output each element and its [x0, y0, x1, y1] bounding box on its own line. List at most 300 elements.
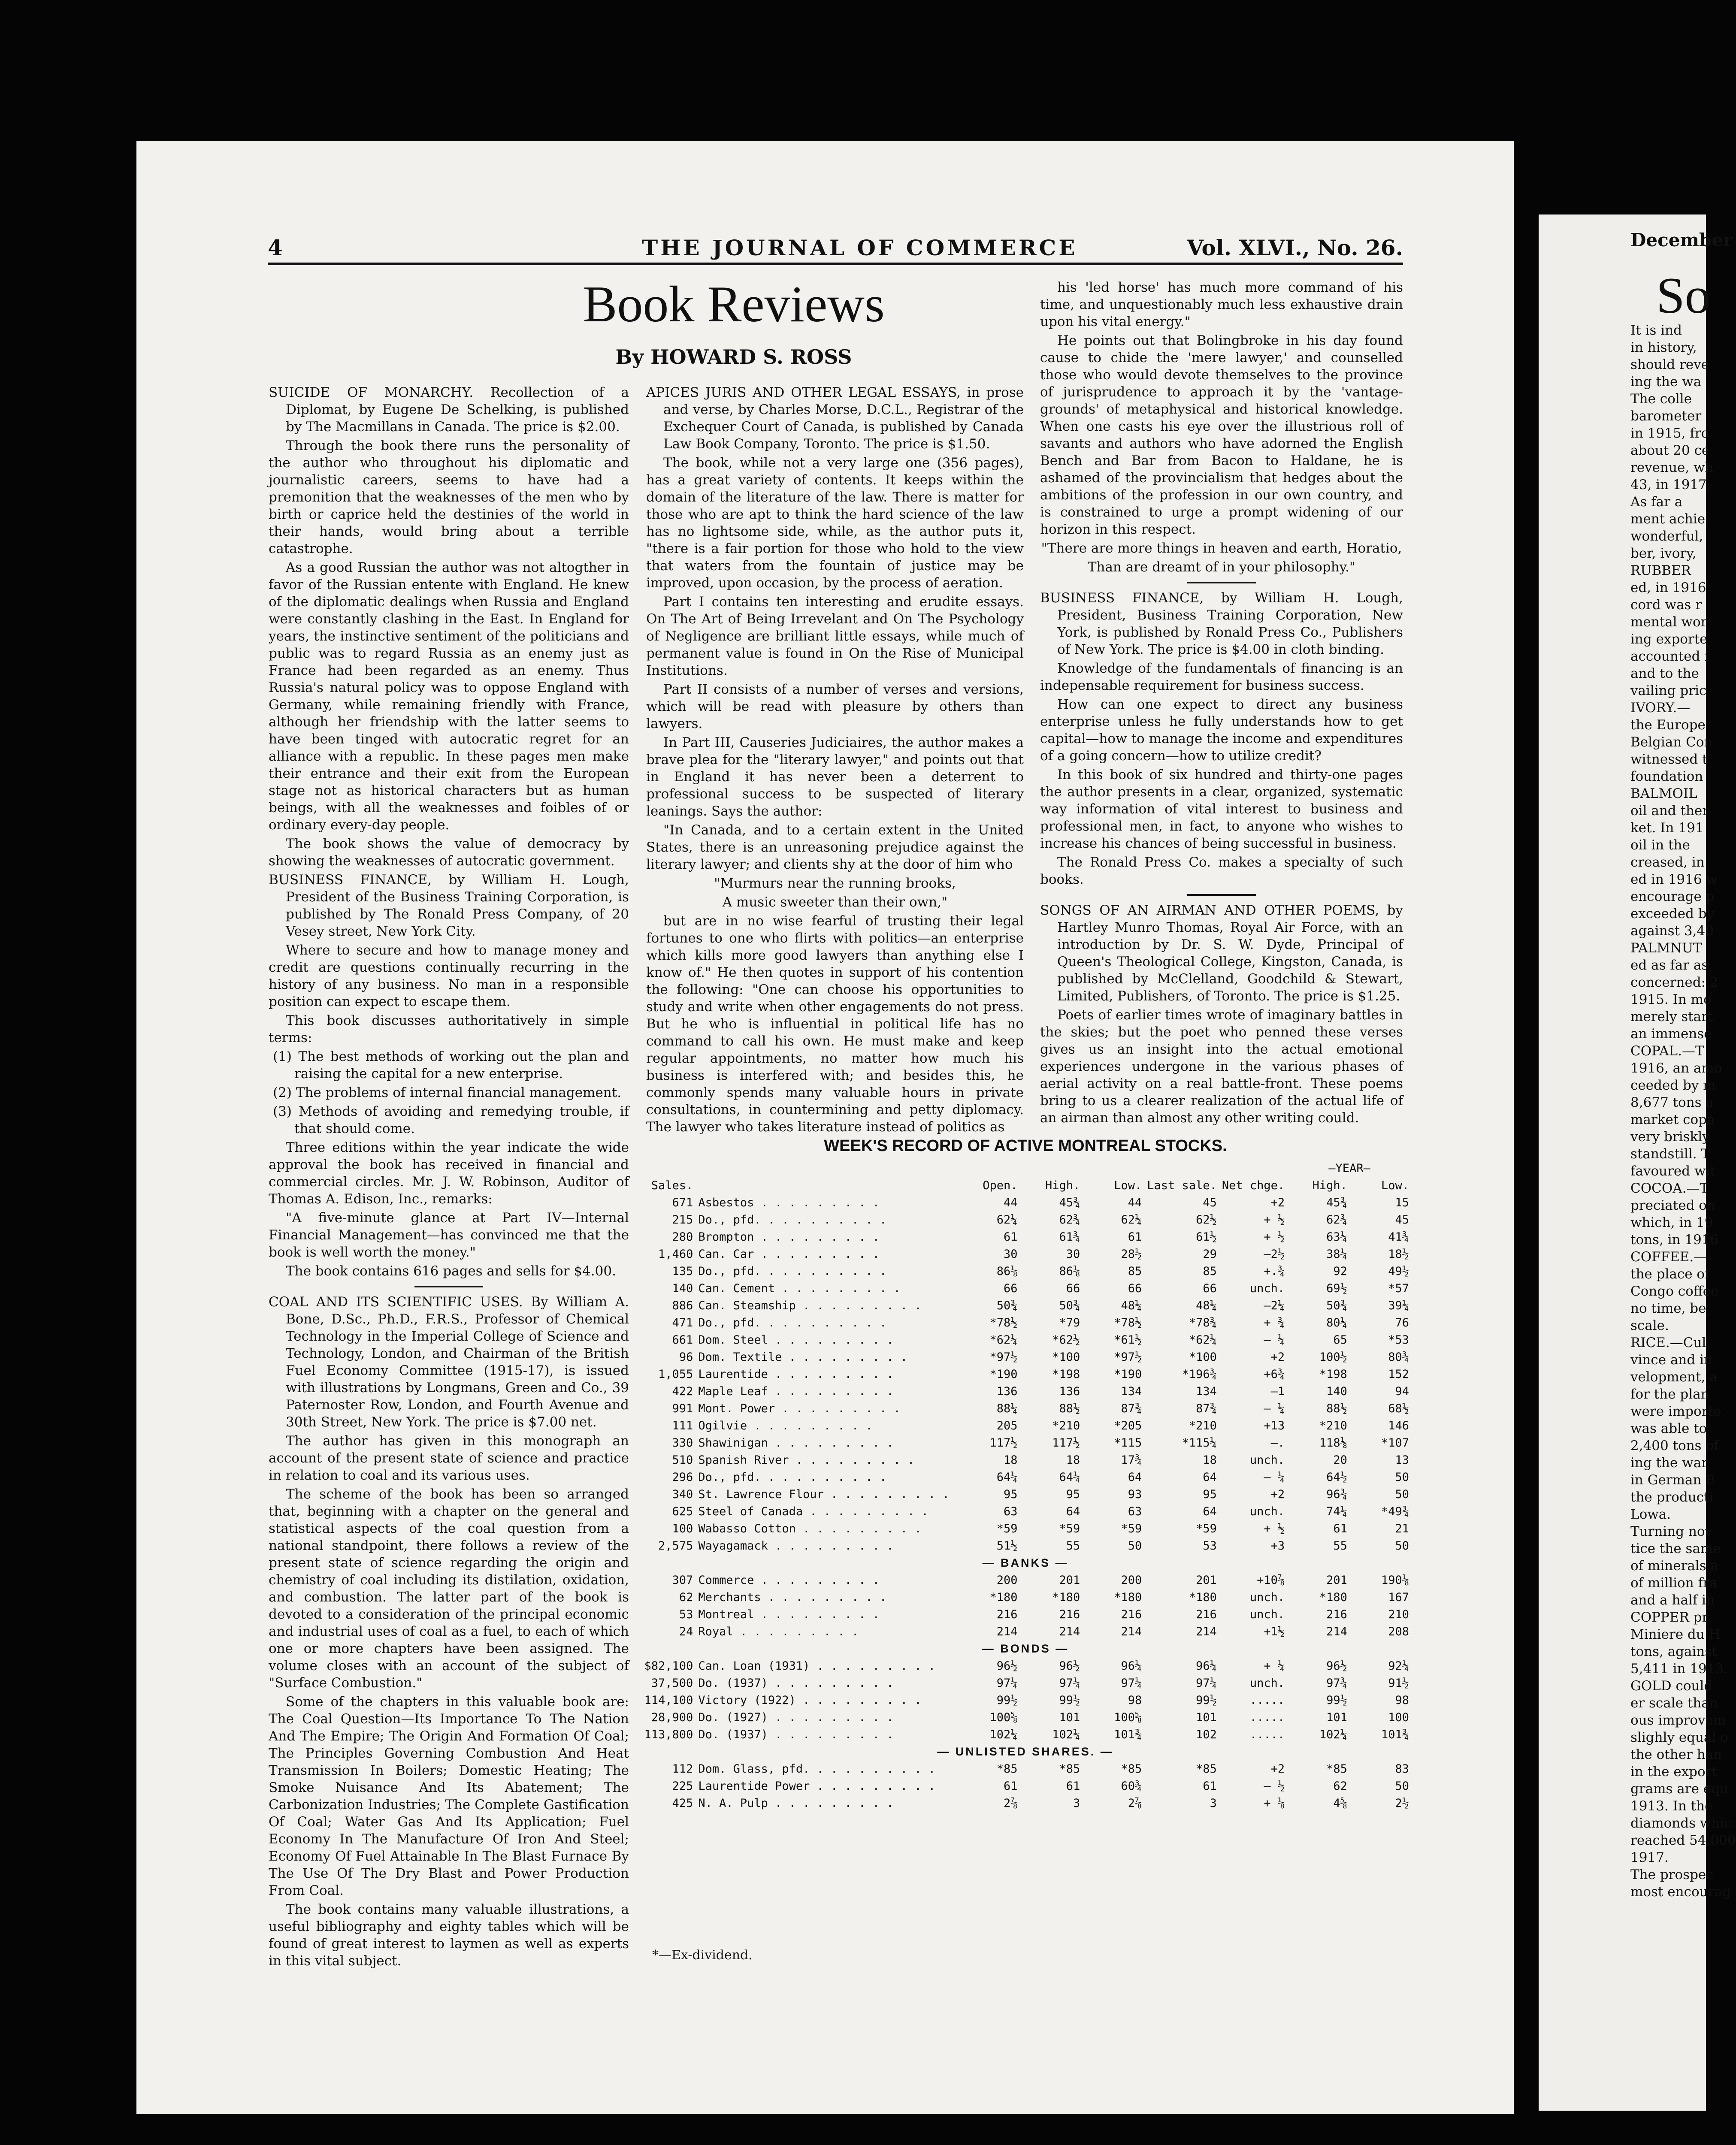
- text-line: creased, in: [1630, 855, 1705, 870]
- text-line: in 1915, fro: [1630, 426, 1709, 441]
- table-cell: unch.: [1249, 1505, 1285, 1518]
- journal-title: THE JOURNAL OF COMMERCE: [642, 235, 1078, 260]
- paragraph: Three editions within the year indicate the wide approval the book has received in financial and commercial circles. Mr. J. W. Robinson, Auditor of Thomas A. Edison, Inc., remarks:: [269, 1140, 629, 1207]
- table-cell: .....: [1249, 1728, 1285, 1741]
- text-line: for the plan: [1630, 1387, 1709, 1402]
- text-line: the Europe: [1630, 717, 1706, 733]
- table-cell: 80¾: [1388, 1350, 1409, 1364]
- text-line: 8,677 tons a: [1630, 1095, 1714, 1110]
- stock-name: Do. (1937) . . . . . . . . .: [698, 1728, 894, 1741]
- text-line: against 3,40: [1630, 923, 1714, 939]
- table-cell: 62¼: [996, 1213, 1018, 1227]
- table-cell: 91½: [1388, 1676, 1409, 1690]
- table-cell: *59: [1196, 1522, 1217, 1535]
- table-cell: 510: [672, 1453, 693, 1467]
- text-line: grams are equ: [1630, 1781, 1728, 1797]
- review-heading: SUICIDE OF MONARCHY. Recollection of a Diplomat, by Eugene De Schelking, is published by The Macmillans in Canada. The price is $2.00.: [269, 385, 629, 435]
- stock-name: Wabasso Cotton . . . . . . . . .: [698, 1522, 922, 1535]
- table-cell: 53: [679, 1607, 693, 1621]
- table-cell: 38¼: [1326, 1247, 1347, 1261]
- table-cell: 422: [672, 1384, 693, 1398]
- table-cell: 214: [1326, 1625, 1347, 1638]
- table-cell: 62¾: [1059, 1213, 1080, 1227]
- table-cell: 92¼: [1388, 1659, 1409, 1673]
- table-cell: 30: [1066, 1247, 1080, 1261]
- table-cell: 340: [672, 1487, 693, 1501]
- table-cell: +3: [1270, 1539, 1285, 1553]
- right-page-column: [1630, 230, 1736, 1900]
- table-cell: 62¾: [1326, 1213, 1347, 1227]
- table-cell: 99½: [1059, 1693, 1080, 1707]
- table-cell: 85: [1203, 1264, 1217, 1278]
- column-header: Sales.: [651, 1178, 693, 1192]
- table-cell: + ½: [1264, 1213, 1285, 1227]
- table-row: [639, 1709, 1412, 1726]
- table-cell: +13: [1264, 1419, 1285, 1432]
- text-line: Lowa.: [1630, 1507, 1671, 1522]
- table-cell: *180: [1114, 1590, 1142, 1604]
- table-cell: 201: [1326, 1573, 1347, 1587]
- text-line: preciated on: [1630, 1198, 1715, 1213]
- table-cell: *180: [989, 1590, 1018, 1604]
- paragraph: but are in no wise fearful of trusting their legal fortunes to one who flirts with politics—an enterprise which kills more good lawyers than anything else I know of." He then quotes in support of his contention the following: "One can choose his opportunities to study and write when other engagements do not press. But he who is influential in political life has no command to call his own. He must make and keep regular appointments, no matter how much his business is interfered with; and besides this, he commonly spends many valuable hours in private consultations, in countermining and petty diplomacy. The lawyer who takes literature instead of politics as: [646, 913, 1024, 1135]
- table-cell: 208: [1388, 1625, 1409, 1638]
- table-cell: *85: [1121, 1762, 1142, 1776]
- table-cell: 190⅛: [1381, 1573, 1409, 1587]
- table-cell: 97¾: [1326, 1676, 1347, 1690]
- text-line: encourage p: [1630, 889, 1715, 904]
- text-line: ber, ivory,: [1630, 546, 1697, 561]
- text-line: er scale than: [1630, 1695, 1718, 1711]
- review-heading: BUSINESS FINANCE, by William H. Lough, President, Business Training Corporation, New York, is published by Ronald Press Co., Publishers of New York. The price is $4.00 in cloth binding.: [1040, 590, 1403, 657]
- year-label: —YEAR—: [1328, 1161, 1370, 1175]
- table-cell: — ¼: [1264, 1470, 1285, 1484]
- table-cell: 100: [1388, 1710, 1409, 1724]
- stocks-table-section: [639, 1137, 1412, 1812]
- table-cell: 64: [1203, 1470, 1217, 1484]
- table-cell: 625: [672, 1505, 693, 1518]
- table-cell: 99½: [1326, 1693, 1347, 1707]
- paragraph: (1) The best methods of working out the plan and raising the capital for a new enterprise.: [273, 1049, 629, 1082]
- table-cell: 45¾: [1059, 1196, 1080, 1209]
- stock-name: Merchants . . . . . . . . .: [698, 1590, 887, 1604]
- text-line: COFFEE.—: [1630, 1249, 1707, 1265]
- text-line: no time, be: [1630, 1301, 1706, 1316]
- review-heading: BUSINESS FINANCE, by William H. Lough, President of the Business Training Corporation, is published by The Ronald Press Company, of 20 Vesey street, New York City.: [269, 872, 629, 939]
- table-cell: *198: [1052, 1367, 1080, 1381]
- text-line: of million fra: [1630, 1575, 1718, 1591]
- table-cell: 66: [1128, 1281, 1142, 1295]
- table-cell: 307: [672, 1573, 693, 1587]
- table-cell: 97¼: [996, 1676, 1018, 1690]
- table-cell: *210: [1052, 1419, 1080, 1432]
- stock-name: Spanish River . . . . . . . . .: [698, 1453, 915, 1467]
- text-line: of minerals a: [1630, 1558, 1719, 1574]
- table-row: [639, 1503, 1412, 1520]
- table-cell: *180: [1052, 1590, 1080, 1604]
- table-cell: 134: [1196, 1384, 1217, 1398]
- page-number: 4: [268, 235, 283, 260]
- header-rule: [268, 263, 1403, 265]
- table-cell: 214: [1059, 1625, 1080, 1638]
- table-cell: +1½: [1264, 1625, 1285, 1638]
- table-row: [639, 1743, 1412, 1760]
- text-line: and to the: [1630, 666, 1699, 681]
- stock-name: Do., pfd. . . . . . . . . .: [698, 1264, 887, 1278]
- stock-name: Do., pfd. . . . . . . . . .: [698, 1213, 887, 1227]
- text-line: 1913. In the: [1630, 1798, 1713, 1814]
- table-cell: 991: [672, 1402, 693, 1415]
- table-cell: + ½: [1264, 1230, 1285, 1244]
- table-cell: *210: [1319, 1419, 1347, 1432]
- column-3: [1040, 279, 1403, 1128]
- table-cell: 93: [1128, 1487, 1142, 1501]
- text-line: Belgian Con: [1630, 734, 1713, 750]
- table-cell: 15: [1395, 1196, 1409, 1209]
- table-cell: 216: [1196, 1607, 1217, 1621]
- table-row: [639, 1417, 1412, 1434]
- table-cell: *85: [1326, 1762, 1347, 1776]
- table-cell: 41¾: [1388, 1230, 1409, 1244]
- text-line: oil in the: [1630, 837, 1690, 853]
- table-cell: 88½: [1326, 1402, 1347, 1415]
- table-cell: 94: [1395, 1384, 1409, 1398]
- stocks-title: WEEK'S RECORD OF ACTIVE MONTREAL STOCKS.: [824, 1137, 1227, 1155]
- text-line: the place of: [1630, 1266, 1710, 1282]
- text-line: were importe: [1630, 1404, 1721, 1419]
- text-line: which, in 19: [1630, 1215, 1713, 1230]
- text-line: ing the wa: [1630, 374, 1702, 390]
- review-heading: COAL AND ITS SCIENTIFIC USES. By William A. Bone, D.Sc., Ph.D., F.R.S., Professor of Chemical Technology in the Imperial College of Science and Technology, London, and Chairman of the British Fuel Economy Committee (1915-17), is issued with illustrations by Longmans, Green and Co., 39 Paternoster Row, London, and Fourth Avenue and 30th Street, New York. The price is $7.00 net.: [269, 1294, 629, 1430]
- table-cell: *49¾: [1381, 1505, 1409, 1518]
- table-cell: *100: [1189, 1350, 1217, 1364]
- table-row: [639, 1640, 1412, 1657]
- table-cell: 29: [1203, 1247, 1217, 1261]
- table-row: [639, 1674, 1412, 1692]
- table-row: [639, 1194, 1412, 1211]
- paragraph: The book contains 616 pages and sells for $4.00.: [286, 1263, 616, 1279]
- byline: By HOWARD S. ROSS: [615, 345, 852, 369]
- table-cell: 49½: [1388, 1264, 1409, 1278]
- table-cell: 62¼: [1121, 1213, 1142, 1227]
- table-cell: +2: [1270, 1196, 1285, 1209]
- column-header: Last sale.: [1147, 1178, 1217, 1192]
- table-cell: 18½: [1388, 1247, 1409, 1261]
- table-cell: 85: [1128, 1264, 1142, 1278]
- table-cell: 96½: [996, 1659, 1018, 1673]
- text-line: RUBBER: [1630, 563, 1691, 578]
- text-line: and a half in: [1630, 1592, 1715, 1608]
- paragraph: The Ronald Press Co. makes a specialty of such books.: [1040, 855, 1403, 887]
- text-line: COPPER pr: [1630, 1610, 1709, 1625]
- table-row: [639, 1657, 1412, 1674]
- table-row: [639, 1760, 1412, 1777]
- table-cell: *62¼: [989, 1333, 1018, 1347]
- table-cell: 55: [1333, 1539, 1347, 1553]
- text-line: ed as far as: [1630, 958, 1709, 973]
- text-line: ket. In 191: [1630, 820, 1704, 836]
- right-page-header: December: [1630, 230, 1733, 251]
- table-cell: 39¼: [1388, 1299, 1409, 1312]
- table-cell: *97½: [1114, 1350, 1142, 1364]
- table-cell: 21: [1395, 1522, 1409, 1535]
- paragraph: The book contains many valuable illustrations, a useful bibliography and eighty tables which will be found of great interest to laymen as well as experts in this vital subject.: [269, 1902, 629, 1969]
- table-cell: *61½: [1114, 1333, 1142, 1347]
- text-line: Turning nov: [1630, 1524, 1713, 1539]
- table-cell: 113,800: [644, 1728, 693, 1741]
- text-line: ous improvem: [1630, 1713, 1726, 1728]
- paragraph: He points out that Bolingbroke in his day found cause to chide the 'mere lawyer,' and counselled those who would devote themselves to the province of jurisprudence to approach it by the 'vantage-grounds' of metaphysical and historical knowledge. When one casts his eye over the illustrious roll of savants and authors who have adorned the English Bench and Bar from Bacon to Haldane, he is ashamed of the provincialism that hedges about the ambitions of the profession in our own country, and is constrained to urge a prompt widening of our horizon in this respect.: [1040, 333, 1403, 537]
- table-row: [639, 1726, 1412, 1743]
- table-cell: —.: [1270, 1436, 1285, 1450]
- table-row: [639, 1777, 1412, 1795]
- paragraph: A music sweeter than their own,": [722, 894, 948, 910]
- table-row: [639, 1228, 1412, 1245]
- table-cell: 86⅛: [996, 1264, 1018, 1278]
- section-separator: [1187, 582, 1256, 583]
- table-cell: 100⅝: [1114, 1710, 1142, 1724]
- table-cell: 13: [1395, 1453, 1409, 1467]
- text-line: 5,411 in 1913.: [1630, 1661, 1728, 1677]
- table-cell: 225: [672, 1779, 693, 1793]
- table-row: [639, 1297, 1412, 1314]
- table-row: [639, 1280, 1412, 1297]
- table-cell: *59: [1059, 1522, 1080, 1535]
- table-cell: 45: [1203, 1196, 1217, 1209]
- stocks-table: [639, 1160, 1412, 1812]
- table-row: [639, 1245, 1412, 1263]
- text-line: scale.: [1630, 1318, 1669, 1333]
- table-cell: *78½: [1114, 1316, 1142, 1329]
- text-line: RICE.—Cul: [1630, 1335, 1706, 1350]
- table-cell: 200: [996, 1573, 1018, 1587]
- text-line: Congo coffee: [1630, 1284, 1719, 1299]
- stock-name: Do. (1937) . . . . . . . . .: [698, 1676, 894, 1690]
- table-cell: *85: [996, 1762, 1018, 1776]
- table-cell: 216: [1121, 1607, 1142, 1621]
- table-cell: 210: [1388, 1607, 1409, 1621]
- table-cell: 99½: [996, 1693, 1018, 1707]
- table-cell: 136: [1059, 1384, 1080, 1398]
- table-cell: 28,900: [651, 1710, 693, 1724]
- stock-name: Asbestos . . . . . . . . .: [698, 1196, 880, 1209]
- table-cell: 18: [1003, 1453, 1018, 1467]
- table-cell: +10⅞: [1257, 1573, 1285, 1587]
- table-row: [639, 1400, 1412, 1417]
- table-cell: 63: [1128, 1505, 1142, 1518]
- table-cell: 216: [996, 1607, 1018, 1621]
- table-cell: 2⅞: [1003, 1796, 1018, 1810]
- text-line: market copa: [1630, 1112, 1715, 1127]
- table-cell: 114,100: [644, 1693, 693, 1707]
- paragraph: Through the book there runs the personality of the author who throughout his diplomatic and journalistic careers, seems to have had a premonition that the weaknesses of the men who by birth or caprice held the destinies of the world in their hands, would bring about a terrible catastrophe.: [269, 438, 629, 556]
- table-cell: 97¼: [1059, 1676, 1080, 1690]
- table-row: [639, 1468, 1412, 1486]
- text-line: barometer: [1630, 408, 1702, 424]
- text-line: GOLD could: [1630, 1678, 1713, 1694]
- table-cell: 886: [672, 1299, 693, 1312]
- text-line: The colle: [1630, 391, 1692, 407]
- table-cell: 2,575: [658, 1539, 693, 1553]
- text-line: 1915. In mo: [1630, 992, 1712, 1007]
- text-line: the producti: [1630, 1489, 1714, 1505]
- text-line: was able to: [1630, 1421, 1707, 1436]
- table-cell: 102¼: [989, 1728, 1018, 1741]
- table-cell: *78¾: [1189, 1316, 1217, 1329]
- text-line: ing the war,: [1630, 1455, 1711, 1471]
- text-line: tice the same: [1630, 1541, 1721, 1556]
- text-line: COPAL.—T: [1630, 1043, 1704, 1059]
- table-cell: — ¼: [1264, 1402, 1285, 1415]
- table-cell: 74¼: [1326, 1505, 1347, 1518]
- table-cell: *85: [1059, 1762, 1080, 1776]
- stock-name: Montreal . . . . . . . . .: [698, 1607, 880, 1621]
- table-cell: 61: [1203, 1779, 1217, 1793]
- stock-name: Can. Car . . . . . . . . .: [698, 1247, 880, 1261]
- table-cell: *190: [1114, 1367, 1142, 1381]
- text-line: 43, in 1917,: [1630, 477, 1711, 492]
- stock-name: N. A. Pulp . . . . . . . . .: [698, 1796, 894, 1810]
- column-1: [269, 384, 629, 1971]
- paragraph: The scheme of the book has been so arranged that, beginning with a chapter on the general and statistical aspects of the coal question from a national standpoint, there follows a review of the present state of science regarding the origin and chemistry of coal including its distilation, oxidation, and combustion. The latter part of the book is devoted to a consideration of the principal economic and industrial uses of coal as a fuel, to each of which one or more chapters have been assigned. The volume closes with an account of the subject of "Surface Combustion.": [269, 1486, 629, 1691]
- table-cell: 80¼: [1326, 1316, 1347, 1329]
- text-line: in German E: [1630, 1472, 1715, 1488]
- table-cell: 100: [672, 1522, 693, 1535]
- table-cell: 66: [1203, 1281, 1217, 1295]
- column-header: Net chge.: [1222, 1178, 1285, 1192]
- column-header: Open.: [983, 1178, 1018, 1192]
- table-cell: 214: [1121, 1625, 1142, 1638]
- text-line: wonderful,: [1630, 529, 1703, 544]
- text-line: concerned: 2: [1630, 975, 1718, 990]
- paragraph: The book, while not a very large one (356 pages), has a great variety of contents. It keeps within the domain of the literature of the law. There is matter for those who are apt to think the hard science of the law has no lightsome side, while, as the author puts it, "there is a fair portion for those who hold to the view that waters from the fountain of justice may be improved, upon occasion, by the process of aeration.: [646, 455, 1024, 591]
- table-cell: *53: [1388, 1333, 1409, 1347]
- table-cell: 205: [996, 1419, 1018, 1432]
- text-line: It is ind: [1630, 323, 1682, 338]
- stock-name: Wayagamack . . . . . . . . .: [698, 1539, 894, 1553]
- table-cell: 135: [672, 1264, 693, 1278]
- stock-name: Ogilvie . . . . . . . . .: [698, 1419, 873, 1432]
- text-line: vailing pric: [1630, 683, 1707, 698]
- text-line: about 20 ce: [1630, 443, 1710, 458]
- table-cell: *59: [1121, 1522, 1142, 1535]
- table-cell: *180: [1189, 1590, 1217, 1604]
- section-separator: [414, 1286, 483, 1287]
- text-line: ed in 1916 w: [1630, 872, 1718, 887]
- table-cell: 61: [1066, 1779, 1080, 1793]
- table-cell: 214: [996, 1625, 1018, 1638]
- table-cell: 214: [1196, 1625, 1217, 1638]
- table-cell: 146: [1388, 1419, 1409, 1432]
- table-cell: 661: [672, 1333, 693, 1347]
- table-cell: 101: [1196, 1710, 1217, 1724]
- text-line: vince and in: [1630, 1352, 1712, 1368]
- table-cell: 95: [1066, 1487, 1080, 1501]
- table-cell: 48¼: [1196, 1299, 1217, 1312]
- text-line: witnessed t: [1630, 752, 1708, 767]
- table-cell: 140: [1326, 1384, 1347, 1398]
- text-line: COCOA.—T: [1630, 1181, 1709, 1196]
- table-cell: 48¼: [1121, 1299, 1142, 1312]
- table-row: [639, 1623, 1412, 1640]
- paragraph: How can one expect to direct any business enterprise unless he fully understands how to get capital—how to manage the income and expenditures of a going concern—how to utilize credit?: [1040, 697, 1403, 764]
- table-cell: 53: [1203, 1539, 1217, 1553]
- table-cell: 24: [679, 1625, 693, 1638]
- stock-name: Laurentide Power . . . . . . . . .: [698, 1779, 936, 1793]
- table-row: [639, 1263, 1412, 1280]
- table-cell: 96¼: [1196, 1659, 1217, 1673]
- paragraph: "A five-minute glance at Part IV—Internal Financial Management—has convinced me that the book is well worth the money.": [269, 1210, 629, 1260]
- paragraph: This book discusses authoritatively in simple terms:: [269, 1013, 629, 1045]
- table-cell: 102¼: [1319, 1728, 1347, 1741]
- table-cell: 96½: [1059, 1659, 1080, 1673]
- table-row: [639, 1211, 1412, 1228]
- table-cell: 62: [679, 1590, 693, 1604]
- paragraph: Part II consists of a number of verses and versions, which will be read with pleasure by others than lawyers.: [646, 682, 1024, 731]
- section-title: Book Reviews: [583, 275, 885, 332]
- table-cell: 69½: [1326, 1281, 1347, 1295]
- table-cell: 64¼: [1059, 1470, 1080, 1484]
- stock-name: Shawinigan . . . . . . . . .: [698, 1436, 894, 1450]
- column-header: High.: [1312, 1178, 1347, 1192]
- table-cell: 61: [1003, 1779, 1018, 1793]
- paragraph: The author has given in this monograph an account of the present state of science and practice in relation to coal and its various uses.: [269, 1433, 629, 1483]
- table-cell: 471: [672, 1316, 693, 1329]
- table-cell: 50¾: [996, 1299, 1018, 1312]
- table-cell: +.¾: [1264, 1264, 1285, 1278]
- table-cell: 92: [1333, 1264, 1347, 1278]
- table-cell: *85: [1196, 1762, 1217, 1776]
- table-row: [639, 1537, 1412, 1554]
- text-line: in history,: [1630, 340, 1697, 355]
- table-cell: 61: [1003, 1230, 1018, 1244]
- text-line: an immense: [1630, 1026, 1712, 1042]
- text-line: should reve: [1630, 357, 1709, 372]
- text-line: IVORY.—: [1630, 700, 1691, 716]
- table-cell: 76: [1395, 1316, 1409, 1329]
- table-cell: 99½: [1196, 1693, 1217, 1707]
- text-line: favoured wit: [1630, 1163, 1715, 1179]
- table-cell: unch.: [1249, 1607, 1285, 1621]
- text-line: exceeded by: [1630, 906, 1715, 921]
- table-cell: 28½: [1121, 1247, 1142, 1261]
- stock-name: Royal . . . . . . . . .: [698, 1625, 859, 1638]
- review-heading: APICES JURIS AND OTHER LEGAL ESSAYS, in prose and verse, by Charles Morse, D.C.L., Registrar of the Exchequer Court of Canada, is published by Canada Law Book Company, Toronto. The price is $1.50.: [646, 385, 1024, 452]
- table-cell: 200: [1121, 1573, 1142, 1587]
- table-cell: *97½: [989, 1350, 1018, 1364]
- table-cell: 50¾: [1326, 1299, 1347, 1312]
- table-cell: 101: [1326, 1710, 1347, 1724]
- table-cell: *79: [1059, 1316, 1080, 1329]
- text-line: the other han: [1630, 1747, 1722, 1762]
- table-cell: 111: [672, 1419, 693, 1432]
- section-label: — BONDS —: [982, 1642, 1069, 1655]
- table-cell: 63¼: [1326, 1230, 1347, 1244]
- table-cell: *196¾: [1182, 1367, 1217, 1381]
- column-header: [696, 1177, 957, 1194]
- text-line: reached 54,000: [1630, 1833, 1736, 1848]
- table-cell: 60¾: [1121, 1779, 1142, 1793]
- table-cell: unch.: [1249, 1676, 1285, 1690]
- table-cell: *180: [1319, 1590, 1347, 1604]
- text-line: The prospec: [1630, 1867, 1714, 1882]
- table-row: [639, 1348, 1412, 1366]
- stock-name: Mont. Power . . . . . . . . .: [698, 1402, 901, 1415]
- paragraph: "There are more things in heaven and earth, Horatio,: [1041, 541, 1402, 556]
- table-cell: *115: [1114, 1436, 1142, 1450]
- table-cell: 86⅛: [1059, 1264, 1080, 1278]
- paragraph: The book shows the value of democracy by showing the weaknesses of autocratic government.: [269, 836, 629, 869]
